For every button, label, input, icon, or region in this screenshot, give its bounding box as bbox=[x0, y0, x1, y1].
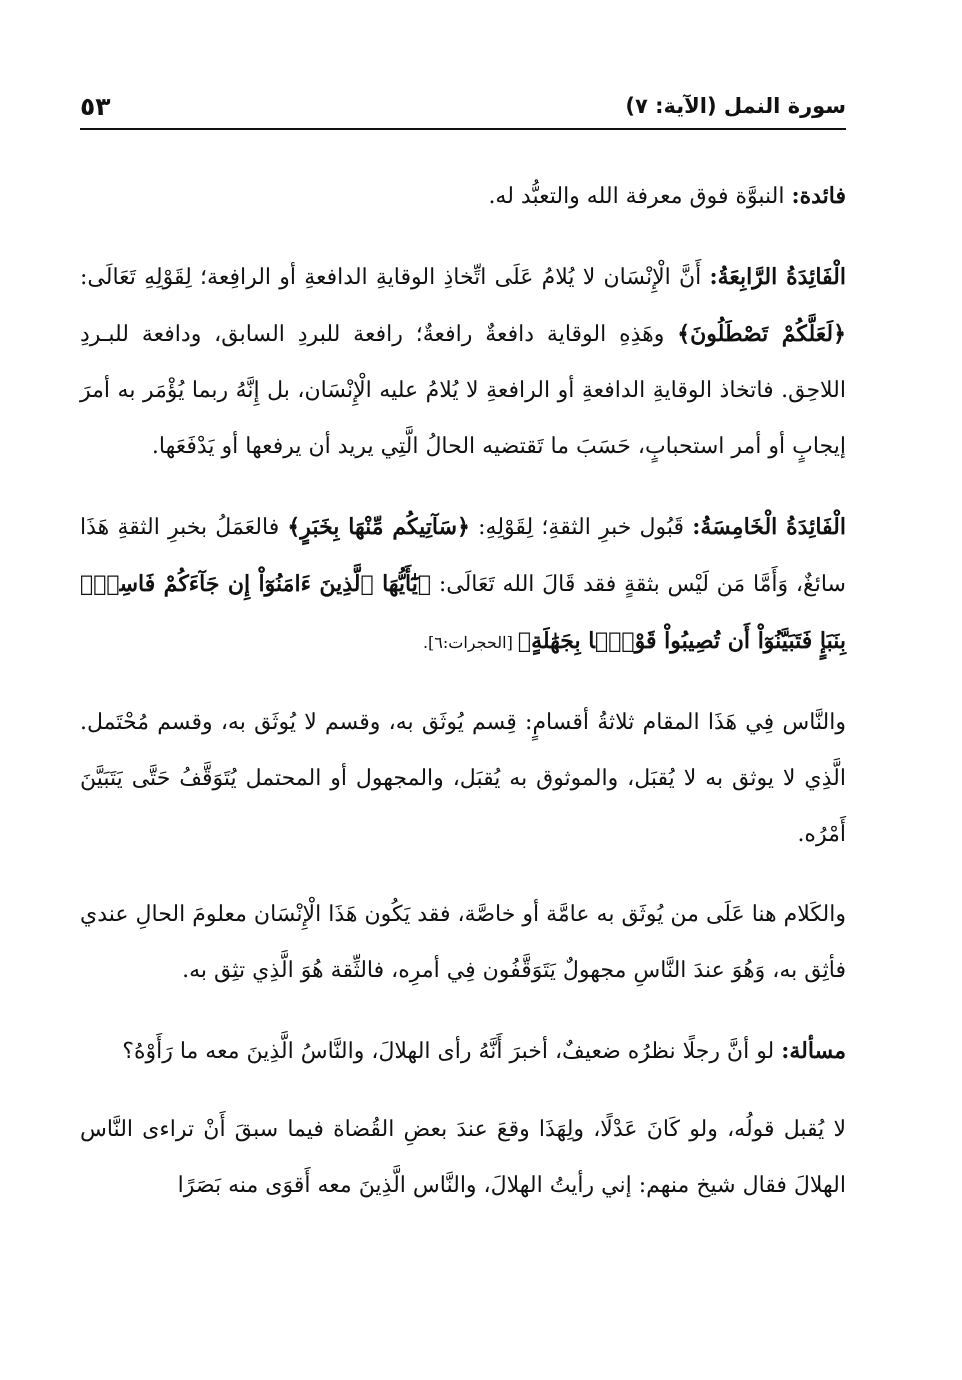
page-body bbox=[80, 168, 846, 1238]
paragraph-text: فالعَمَلُ بخبرِ الثقةِ هَذَا سائغٌ، وَأَمَّا مَن لَيْس بثقةٍ فقد قَالَ الله تَعَالَى: bbox=[80, 515, 846, 597]
surah-title: سورة النمل (الآية: ٧) bbox=[625, 94, 846, 118]
paragraph-people-categories bbox=[80, 695, 846, 863]
paragraph-text: وهَذِهِ الوقاية دافعةٌ رافعةٌ؛ رافعة للبردِ السابق، ودافعة للبـردِ اللاحِق. فاتخاذ الوقايةِ الدافعةِ أو الرافعةِ لا يُلامُ عليه الْإِنْسَان، بل إِنَّهُ ربما يُؤْمَر به أمرَ إيجابٍ أو أمر استحبابٍ، حَسَبَ ما تَقتضيه الحالُ الَّتِي يريد أن يرفعها أو يَدْفَعَها. bbox=[80, 322, 846, 459]
verse-reference: [الحجرات:٦]. bbox=[422, 633, 518, 652]
paragraph-text: والكَلام هنا عَلَى من يُوثَق به عامَّة أو خاصَّة، فقد يَكُون هَذَا الْإِنْسَان معلومَ الحالِ عندي فأثِق به، وَهُوَ عندَ النَّاسِ مجهولٌ يَتَوَقَّفُون فِي أمرِه، فالثِّقة هُوَ الَّذِي تثِق به. bbox=[80, 902, 846, 983]
paragraph-text: والنَّاس فِي هَذَا المقام ثلاثةُ أقسامٍ: قِسم يُوثَق به، وقسم لا يُوثَق به، وقسم مُحْتَمل. الَّذِي لا يوثق به لا يُقبَل، والموثوق به يُقبَل، والمجهول أو المحتمل يُتَوَقَّفُ حَتَّى يَتَبَيَّنَ أَمْرُه. bbox=[80, 710, 846, 847]
paragraph-fourth-benefit bbox=[80, 249, 846, 475]
header-divider bbox=[80, 128, 846, 130]
paragraph-text: النبوَّة فوق معرفة الله والتعبُّد له. bbox=[488, 184, 792, 209]
paragraph-fact-note bbox=[80, 168, 846, 225]
quran-verse: ﴿سَآتِيكُم مِّنْهَا بِخَبَرٍ﴾ bbox=[287, 514, 470, 540]
paragraph-trust-explanation bbox=[80, 887, 846, 999]
page-number: ٥٣ bbox=[80, 92, 111, 121]
paragraph-text: قَبُول خبرِ الثقةِ؛ لِقَوْلِهِ: bbox=[469, 515, 693, 540]
quran-verse: ﴿لَعَلَّكُمْ تَصْطَلُونَ﴾ bbox=[677, 321, 846, 347]
paragraph-text: لا يُقبل قولُه، ولو كَانَ عَدْلًا، ولِهَذَا وقعَ عندَ بعضِ القُضاة فيما سبقَ أَنْ تراءى النَّاس الهلالَ فقال شيخ منهم: إني رأيتُ الهلالَ، والنَّاس الَّذِينَ معه أَقوَى منه بَصَرًا bbox=[80, 1117, 846, 1198]
paragraph-answer bbox=[80, 1102, 846, 1214]
paragraph-lead: مسألة: bbox=[781, 1038, 846, 1064]
paragraph-lead: الْفَائِدَةُ الْخَامِسَةُ: bbox=[692, 514, 846, 540]
paragraph-text: أَنَّ الْإِنْسَان لا يُلامُ عَلَى اتِّخاذِ الوقايةِ الدافعةِ أو الرافِعة؛ لِقَوْلِهِ تَعَالَى: bbox=[80, 265, 710, 290]
paragraph-lead: فائدة: bbox=[791, 183, 846, 209]
paragraph-lead: الْفَائِدَةُ الرَّابِعَةُ: bbox=[709, 264, 846, 290]
paragraph-question bbox=[80, 1023, 846, 1080]
page-header bbox=[80, 94, 846, 124]
paragraph-fifth-benefit bbox=[80, 499, 846, 671]
paragraph-text: لو أنَّ رجلًا نظرُه ضعيفٌ، أخبرَ أَنَّهُ رأى الهلالَ، والنَّاسُ الَّذِينَ معه ما رَأَوْهُ؟ bbox=[122, 1039, 782, 1064]
quran-verse: ﴿يَٰٓأَيُّهَا ٱلَّذِينَ ءَامَنُوٓاْ إِن جَآءَكُمْ فَاسِقُۢ بِنَبَإٍ فَتَبَيَّنُوٓاْ أَن تُصِيبُواْ قَوْمًۢا بِجَهَٰلَةٍ﴾ bbox=[80, 571, 846, 654]
